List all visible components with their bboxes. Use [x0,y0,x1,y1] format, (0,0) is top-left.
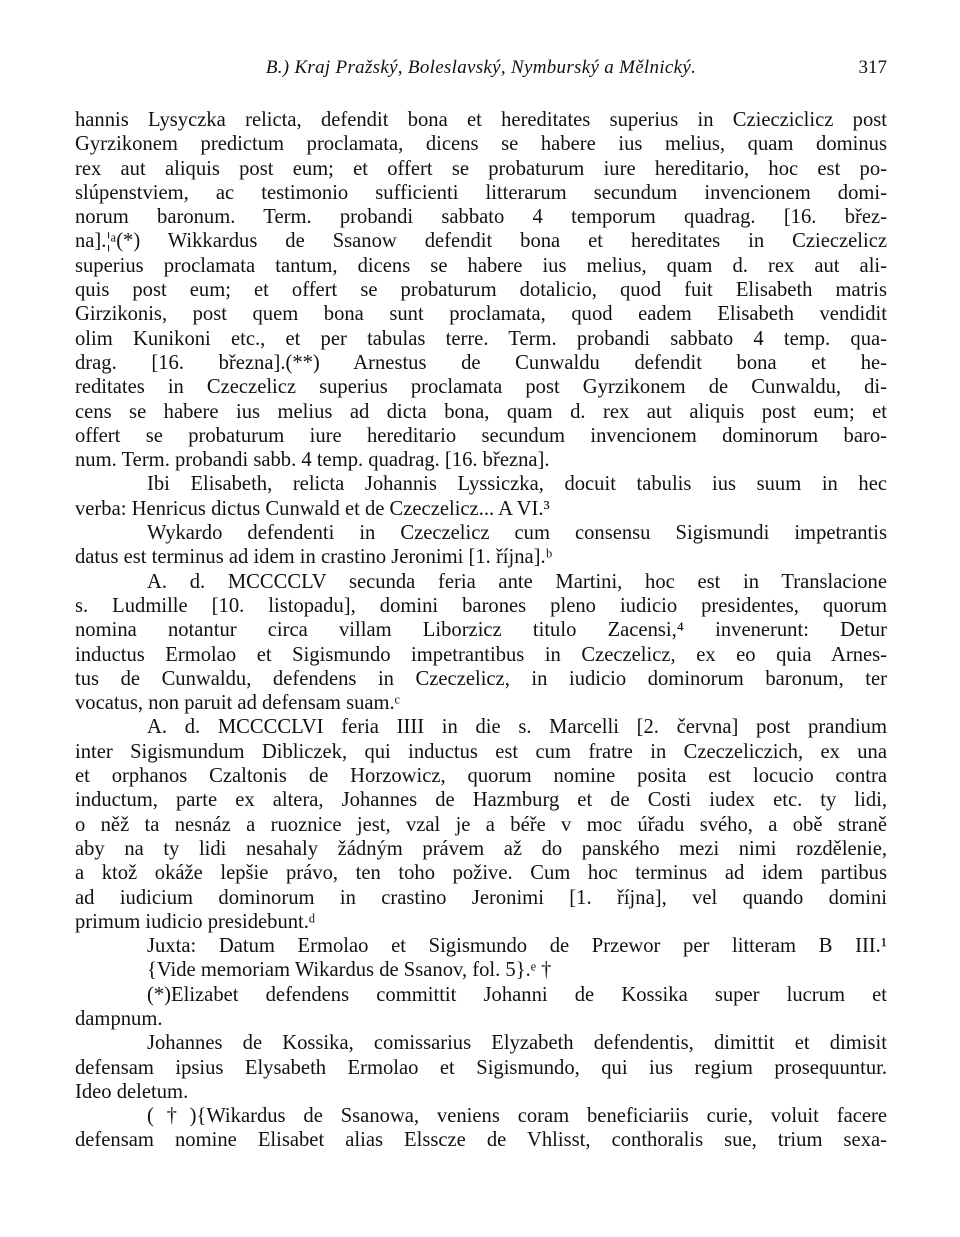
text-line: Juxta: Datum Ermolao et Sigismundo de Przewor per litteram B III.¹ [147,935,887,958]
text-line: Johannes de Kossika, comissarius Elyzabeth defendentis, dimittit et dimisit [147,1032,887,1055]
body-text [75,108,887,1153]
text-line: olim Kunikoni etc., et per tabulas terre. Term. probandi sabbato 4 temp. qua- [75,327,887,350]
text-line: hannis Lysyczka relicta, defendit bona et hereditates superius in Cziecziclicz post [75,109,887,131]
text-line: s. Ludmille [10. listopadu], domini barones pleno iudicio presidentes, quorum [75,594,887,617]
text-line: {Vide memoriam Wikardus de Ssanov, fol. 5}.ᵉ † [147,959,552,982]
text-line: Ibi Elisabeth, relicta Johannis Lyssiczka, docuit tabulis ius suum in hec [147,473,887,496]
text-line: datus est terminus ad idem in crastino Jeronimi [1. října].ᵇ [75,546,553,569]
running-title: B.) Kraj Pražský, Boleslavský, Nymburský a Mělnický. [265,57,697,78]
text-line: drag. [16. března].(**) Arnestus de Cunwaldu defendit bona et he- [75,351,887,374]
text-line: dampnum. [75,1007,163,1030]
text-line: Girzikonis, post quem bona sunt proclamata, quod eadem Elisabeth vendidit [75,303,887,326]
text-line: aby na ty lidi nesahaly žádným právem až do panského mezi nimi rozdělenie, [75,837,887,860]
text-line: offert se probaturum iure hereditario secundum invencionem dominorum baro- [75,424,887,447]
text-line: Gyrzikonem predictum proclamata, dicens se habere ius melius, quam dominus [75,133,887,156]
text-line: inductum, parte ex altera, Johannes de Hazmburg et de Costi iudex etc. ty lidi, [75,789,887,812]
text-line: vocatus, non paruit ad defensam suam.ᶜ [75,692,400,715]
text-line: inductus Ermolao et Sigismundo impetrantibus in Czeczelicz, ex eo quia Arnes- [75,643,887,666]
text-line: A. d. MCCCCLVI feria IIII in die s. Marcelli [2. června] post prandium [147,716,887,739]
text-line: nomina notantur circa villam Liborzicz titulo Zacensi,⁴ invenerunt: Detur [75,619,887,642]
text-line: o něž ta nesnáz a ruoznice jest, vzal je a béře v moc úřadu svého, a obě straně [75,813,887,836]
text-line: A. d. MCCCCLV secunda feria ante Martini, hoc est in Translacione [147,570,887,593]
text-line: defensam nomine Elisabet alias Elsscze de Vhlisst, conthoralis sue, trium sexa- [75,1129,887,1152]
text-line: superius proclamata tantum, dicens se habere ius melius, quam d. rex aut ali- [75,254,887,277]
page-number: 317 [858,57,887,78]
text-line: Wykardo defendenti in Czeczelicz cum consensu Sigismundi impetrantis [147,522,887,545]
text-line: quis post eum; et offert se probaturum dotalicio, quod fuit Elisabeth matris [75,279,887,302]
text-line: defensam ipsius Elysabeth Ermolao et Sigismundo, qui ius regium prosequuntur. [75,1056,887,1079]
text-line: primum iudicio presidebunt.ᵈ [75,910,316,933]
text-line: ad iudicium dominorum in crastino Jeronimi [1. října], vel quando domini [75,886,887,909]
text-line: tus de Cunwaldu, defendens in Czeczelicz, in iudicio dominorum baronum, ter [75,667,887,690]
text-line: num. Term. probandi sabb. 4 temp. quadrag. [16. března]. [75,449,550,472]
text-line: (*)Elizabet defendens committit Johanni de Kossika super lucrum et [147,983,887,1006]
text-line: cens se habere ius melius ad dicta bona, quam d. rex aut aliquis post eum; et [75,400,887,423]
text-line: slúpenstviem, ac testimonio sufficienti litterarum secundum invencionem domi- [75,181,887,204]
text-line: et orphanos Czaltonis de Horzowicz, quorum nomine posita est locucio contra [75,765,887,788]
text-line: na].¦ᵃ(*) Wikkardus de Ssanow defendit bona et hereditates in Czieczelicz [75,230,887,253]
text-line: rex aut aliquis post eum; et offert se probaturum iure hereditario, hoc est po- [75,157,887,180]
text-line: (†){Wikardus de Ssanowa, veniens coram beneficiariis curie, voluit facere [147,1105,887,1128]
text-line: a ktož okáže lepšie právo, ten toho požive. Cum hoc terminus ad idem partibus [75,862,887,885]
text-line: reditates in Czeczelicz superius proclamata post Gyrzikonem de Cunwaldu, di- [75,376,887,399]
text-line: verba: Henricus dictus Cunwald et de Czeczelicz... A VI.³ [75,497,550,520]
page-header [75,57,887,87]
text-line: Ideo deletum. [75,1080,189,1103]
text-line: inter Sigismundum Dibliczek, qui inductus est cum fratre in Czeczeliczich, ex una [75,740,887,763]
text-line: norum baronum. Term. probandi sabbato 4 temporum quadrag. [16. břez- [75,206,887,229]
